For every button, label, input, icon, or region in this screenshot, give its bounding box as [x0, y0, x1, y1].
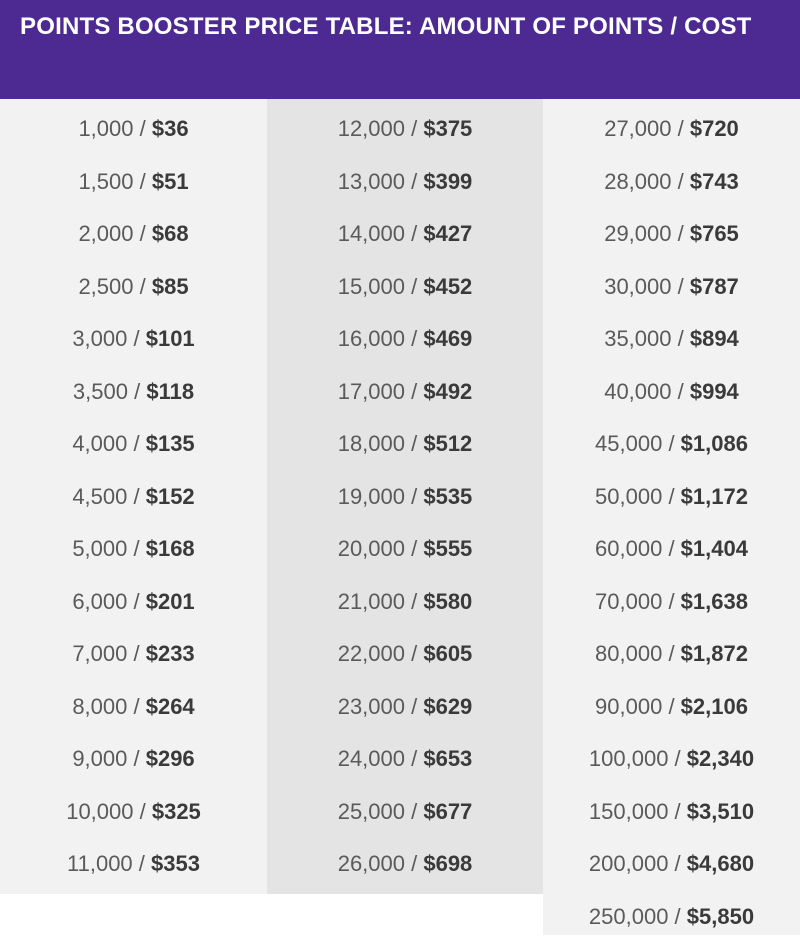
cost-amount: $765	[690, 221, 739, 246]
points-amount: 7,000	[72, 641, 127, 666]
cost-amount: $894	[690, 326, 739, 351]
points-amount: 90,000	[595, 694, 662, 719]
price-row	[543, 156, 800, 209]
price-row	[267, 418, 543, 471]
price-column-2	[267, 99, 543, 894]
cost-amount: $399	[423, 169, 472, 194]
price-table-header	[0, 0, 800, 99]
price-row	[543, 523, 800, 576]
points-cost-separator: /	[127, 536, 145, 561]
price-row	[543, 733, 800, 786]
points-cost-separator: /	[668, 799, 686, 824]
price-table-title: POINTS BOOSTER PRICE TABLE: AMOUNT OF POINTS / COST	[20, 4, 780, 50]
price-row	[0, 628, 267, 681]
points-cost-separator: /	[405, 851, 423, 876]
cost-amount: $152	[146, 484, 195, 509]
cost-amount: $68	[152, 221, 189, 246]
price-row	[267, 156, 543, 209]
price-row	[543, 471, 800, 524]
points-amount: 200,000	[589, 851, 669, 876]
cost-amount: $629	[423, 694, 472, 719]
cost-amount: $580	[423, 589, 472, 614]
price-row	[0, 156, 267, 209]
cost-amount: $2,106	[681, 694, 748, 719]
cost-amount: $201	[146, 589, 195, 614]
points-amount: 100,000	[589, 746, 669, 771]
price-row	[543, 366, 800, 419]
points-cost-separator: /	[672, 116, 690, 141]
points-amount: 15,000	[338, 274, 405, 299]
points-amount: 24,000	[338, 746, 405, 771]
price-row	[543, 891, 800, 943]
cost-amount: $452	[423, 274, 472, 299]
price-column-1	[0, 99, 267, 894]
points-cost-separator: /	[134, 169, 152, 194]
points-cost-separator: /	[405, 221, 423, 246]
points-amount: 40,000	[604, 379, 671, 404]
price-row	[543, 418, 800, 471]
points-amount: 8,000	[72, 694, 127, 719]
cost-amount: $375	[423, 116, 472, 141]
points-amount: 16,000	[338, 326, 405, 351]
points-amount: 9,000	[72, 746, 127, 771]
price-row	[0, 208, 267, 261]
price-row	[543, 681, 800, 734]
cost-amount: $4,680	[687, 851, 754, 876]
points-cost-separator: /	[668, 904, 686, 929]
price-row	[0, 366, 267, 419]
points-amount: 13,000	[338, 169, 405, 194]
points-amount: 12,000	[338, 116, 405, 141]
cost-amount: $994	[690, 379, 739, 404]
points-cost-separator: /	[127, 746, 145, 771]
points-cost-separator: /	[127, 589, 145, 614]
price-row	[0, 313, 267, 366]
points-cost-separator: /	[672, 169, 690, 194]
points-cost-separator: /	[405, 694, 423, 719]
points-cost-separator: /	[405, 536, 423, 561]
points-cost-separator: /	[405, 589, 423, 614]
price-row	[267, 208, 543, 261]
points-cost-separator: /	[405, 484, 423, 509]
points-amount: 6,000	[72, 589, 127, 614]
points-cost-separator: /	[405, 799, 423, 824]
price-row	[543, 576, 800, 629]
price-row	[267, 261, 543, 314]
points-amount: 18,000	[338, 431, 405, 456]
price-row	[0, 576, 267, 629]
cost-amount: $605	[423, 641, 472, 666]
points-amount: 4,000	[72, 431, 127, 456]
price-row	[267, 838, 543, 891]
price-row	[543, 208, 800, 261]
cost-amount: $118	[146, 379, 194, 404]
points-amount: 5,000	[72, 536, 127, 561]
price-row	[0, 471, 267, 524]
price-row	[267, 576, 543, 629]
points-cost-separator: /	[134, 116, 152, 141]
points-amount: 11,000	[67, 851, 133, 876]
points-cost-separator: /	[672, 274, 690, 299]
price-row	[267, 733, 543, 786]
price-row	[543, 103, 800, 156]
cost-amount: $512	[423, 431, 472, 456]
points-cost-separator: /	[127, 326, 145, 351]
points-cost-separator: /	[127, 641, 145, 666]
cost-amount: $36	[152, 116, 189, 141]
cost-amount: $168	[146, 536, 195, 561]
points-amount: 50,000	[595, 484, 662, 509]
points-cost-separator: /	[672, 326, 690, 351]
points-amount: 28,000	[604, 169, 671, 194]
points-cost-separator: /	[662, 589, 680, 614]
cost-amount: $5,850	[687, 904, 754, 929]
cost-amount: $555	[423, 536, 472, 561]
points-amount: 4,500	[72, 484, 127, 509]
price-row	[0, 418, 267, 471]
points-amount: 1,500	[78, 169, 133, 194]
price-row	[267, 681, 543, 734]
points-cost-separator: /	[405, 326, 423, 351]
points-cost-separator: /	[127, 431, 145, 456]
points-amount: 23,000	[338, 694, 405, 719]
cost-amount: $698	[423, 851, 472, 876]
cost-amount: $51	[152, 169, 189, 194]
price-row	[0, 523, 267, 576]
cost-amount: $677	[423, 799, 472, 824]
price-row	[543, 786, 800, 839]
price-row	[267, 103, 543, 156]
price-row	[267, 313, 543, 366]
price-column-3	[543, 99, 800, 935]
price-row	[267, 786, 543, 839]
points-cost-separator: /	[405, 641, 423, 666]
points-cost-separator: /	[662, 431, 680, 456]
points-cost-separator: /	[672, 379, 690, 404]
cost-amount: $85	[152, 274, 189, 299]
cost-amount: $1,638	[681, 589, 748, 614]
cost-amount: $264	[146, 694, 195, 719]
price-row	[267, 628, 543, 681]
points-amount: 22,000	[338, 641, 405, 666]
cost-amount: $2,340	[687, 746, 754, 771]
cost-amount: $469	[423, 326, 472, 351]
cost-amount: $1,872	[681, 641, 748, 666]
points-amount: 26,000	[338, 851, 405, 876]
price-row	[267, 471, 543, 524]
cost-amount: $720	[690, 116, 739, 141]
cost-amount: $743	[690, 169, 739, 194]
points-cost-separator: /	[662, 536, 680, 561]
points-cost-separator: /	[668, 746, 686, 771]
cost-amount: $787	[690, 274, 739, 299]
points-amount: 35,000	[604, 326, 671, 351]
points-cost-separator: /	[134, 221, 152, 246]
points-cost-separator: /	[662, 484, 680, 509]
price-row	[543, 628, 800, 681]
price-row	[543, 261, 800, 314]
points-cost-separator: /	[405, 746, 423, 771]
price-table-columns	[0, 99, 800, 935]
points-amount: 70,000	[595, 589, 662, 614]
points-cost-separator: /	[405, 274, 423, 299]
points-cost-separator: /	[662, 641, 680, 666]
cost-amount: $353	[151, 851, 200, 876]
points-amount: 150,000	[589, 799, 669, 824]
points-amount: 80,000	[595, 641, 662, 666]
points-amount: 17,000	[338, 379, 405, 404]
price-row	[543, 838, 800, 891]
cost-amount: $653	[423, 746, 472, 771]
price-row	[0, 838, 267, 891]
price-row	[0, 261, 267, 314]
points-amount: 3,000	[72, 326, 127, 351]
cost-amount: $233	[146, 641, 195, 666]
price-row	[0, 786, 267, 839]
cost-amount: $1,086	[681, 431, 748, 456]
points-cost-separator: /	[672, 221, 690, 246]
points-amount: 10,000	[66, 799, 133, 824]
cost-amount: $427	[423, 221, 472, 246]
points-amount: 29,000	[604, 221, 671, 246]
points-cost-separator: /	[405, 379, 423, 404]
points-cost-separator: /	[134, 274, 152, 299]
points-cost-separator: /	[405, 169, 423, 194]
cost-amount: $3,510	[687, 799, 754, 824]
points-amount: 27,000	[604, 116, 671, 141]
points-cost-separator: /	[127, 694, 145, 719]
price-row	[0, 681, 267, 734]
points-cost-separator: /	[134, 799, 152, 824]
cost-amount: $535	[423, 484, 472, 509]
cost-amount: $135	[146, 431, 195, 456]
points-amount: 14,000	[338, 221, 405, 246]
points-amount: 21,000	[338, 589, 405, 614]
cost-amount: $492	[423, 379, 472, 404]
price-row	[267, 523, 543, 576]
cost-amount: $296	[146, 746, 195, 771]
points-amount: 3,500	[73, 379, 128, 404]
points-amount: 25,000	[338, 799, 405, 824]
price-row	[267, 366, 543, 419]
points-amount: 250,000	[589, 904, 669, 929]
points-amount: 2,500	[78, 274, 133, 299]
points-cost-separator: /	[405, 116, 423, 141]
points-amount: 1,000	[78, 116, 133, 141]
cost-amount: $325	[152, 799, 201, 824]
points-cost-separator: /	[405, 431, 423, 456]
price-row	[0, 103, 267, 156]
price-row	[0, 733, 267, 786]
points-cost-separator: /	[668, 851, 686, 876]
points-amount: 45,000	[595, 431, 662, 456]
cost-amount: $101	[146, 326, 195, 351]
points-amount: 19,000	[338, 484, 405, 509]
points-amount: 20,000	[338, 536, 405, 561]
points-amount: 30,000	[604, 274, 671, 299]
points-cost-separator: /	[133, 851, 151, 876]
price-row	[543, 313, 800, 366]
points-cost-separator: /	[662, 694, 680, 719]
points-amount: 2,000	[78, 221, 133, 246]
cost-amount: $1,172	[681, 484, 748, 509]
cost-amount: $1,404	[681, 536, 748, 561]
points-amount: 60,000	[595, 536, 662, 561]
points-cost-separator: /	[128, 379, 146, 404]
points-cost-separator: /	[127, 484, 145, 509]
